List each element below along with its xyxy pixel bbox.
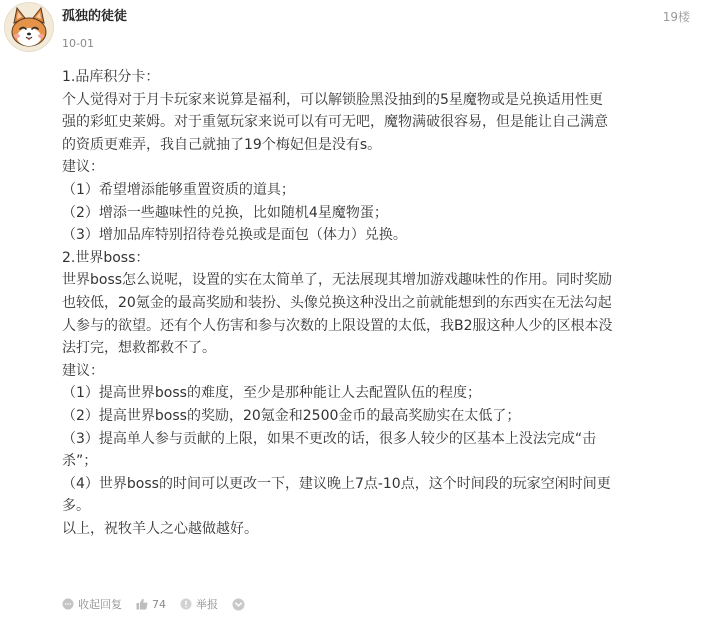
collapse-replies-button[interactable] [62, 596, 122, 612]
report-button[interactable] [180, 596, 218, 612]
like-count: 74 [152, 597, 166, 611]
author-name[interactable]: 孤独的徒徒 [62, 9, 128, 24]
content-line: （3）增加品库特别招待卷兑换或是面包（体力）兑换。 [62, 227, 407, 244]
shiba-dog-avatar-icon [5, 3, 53, 51]
floor-number: 19楼 [662, 10, 690, 24]
report-icon [180, 598, 192, 610]
thumbs-up-icon [136, 598, 148, 610]
content-line: 2.世界boss： [62, 249, 150, 266]
more-options-button[interactable] [232, 598, 249, 611]
content-line: （2）增添一些趣味性的兑换，比如随机4星魔物蛋； [62, 204, 388, 221]
content-line: （1）希望增添能够重置资质的道具； [62, 181, 295, 198]
content-line: 个人觉得对于月卡玩家来说算是福利，可以解锁脸黑没抽到的5星魔物或是兑换适用性更 [62, 91, 603, 108]
content-line: 的资质更难弄，我自己就抽了19个梅妃但是没有s。 [62, 136, 382, 153]
report-label: 举报 [196, 598, 218, 611]
content-line: 建议： [62, 159, 104, 176]
content-line: （4）世界boss的时间可以更改一下，建议晚上7点-10点，这个时间段的玩家空闲时间更 [62, 475, 611, 492]
content-line: 强的彩虹史莱姆。对于重氪玩家来说可以有可无吧，魔物满破很容易，但是能让自己满意 [62, 114, 608, 131]
post-date: 10-01 [62, 37, 94, 50]
content-line: 建议： [62, 362, 104, 379]
content-line: 人参与的欲望。还有个人伤害和参与次数的上限设置的太低，我B2服这种人少的区根本没 [62, 317, 613, 334]
collapse-replies-label: 收起回复 [78, 598, 122, 611]
content-line: 法打完，想救都救不了。 [62, 340, 216, 357]
post-content [62, 66, 696, 540]
chevron-down-circle-icon [232, 598, 245, 611]
content-line: （3）提高单人参与贡献的上限，如果不更改的话，很多人较少的区基本上没法完成“击 [62, 430, 597, 447]
content-line: 多。 [62, 498, 90, 515]
like-button[interactable] [136, 598, 166, 611]
content-line: 世界boss怎么说呢，设置的实在太简单了，无法展现其增加游戏趣味性的作用。同时奖励 [62, 272, 613, 289]
content-line: 也较低，20氪金的最高奖励和装扮、头像兑换这种没出之前就能想到的东西实在无法勾起 [62, 294, 612, 311]
content-line: （2）提高世界boss的奖励，20氪金和2500金币的最高奖励实在太低了； [62, 407, 521, 424]
content-line: 以上，祝牧羊人之心越做越好。 [62, 520, 258, 537]
comment-icon [62, 598, 74, 610]
post-footer [62, 594, 249, 614]
content-line: 杀”； [62, 453, 98, 470]
content-line: （1）提高世界boss的难度，至少是那种能让人去配置队伍的程度； [62, 385, 481, 402]
avatar[interactable] [4, 2, 54, 52]
content-line: 1.品库积分卡： [62, 69, 160, 85]
